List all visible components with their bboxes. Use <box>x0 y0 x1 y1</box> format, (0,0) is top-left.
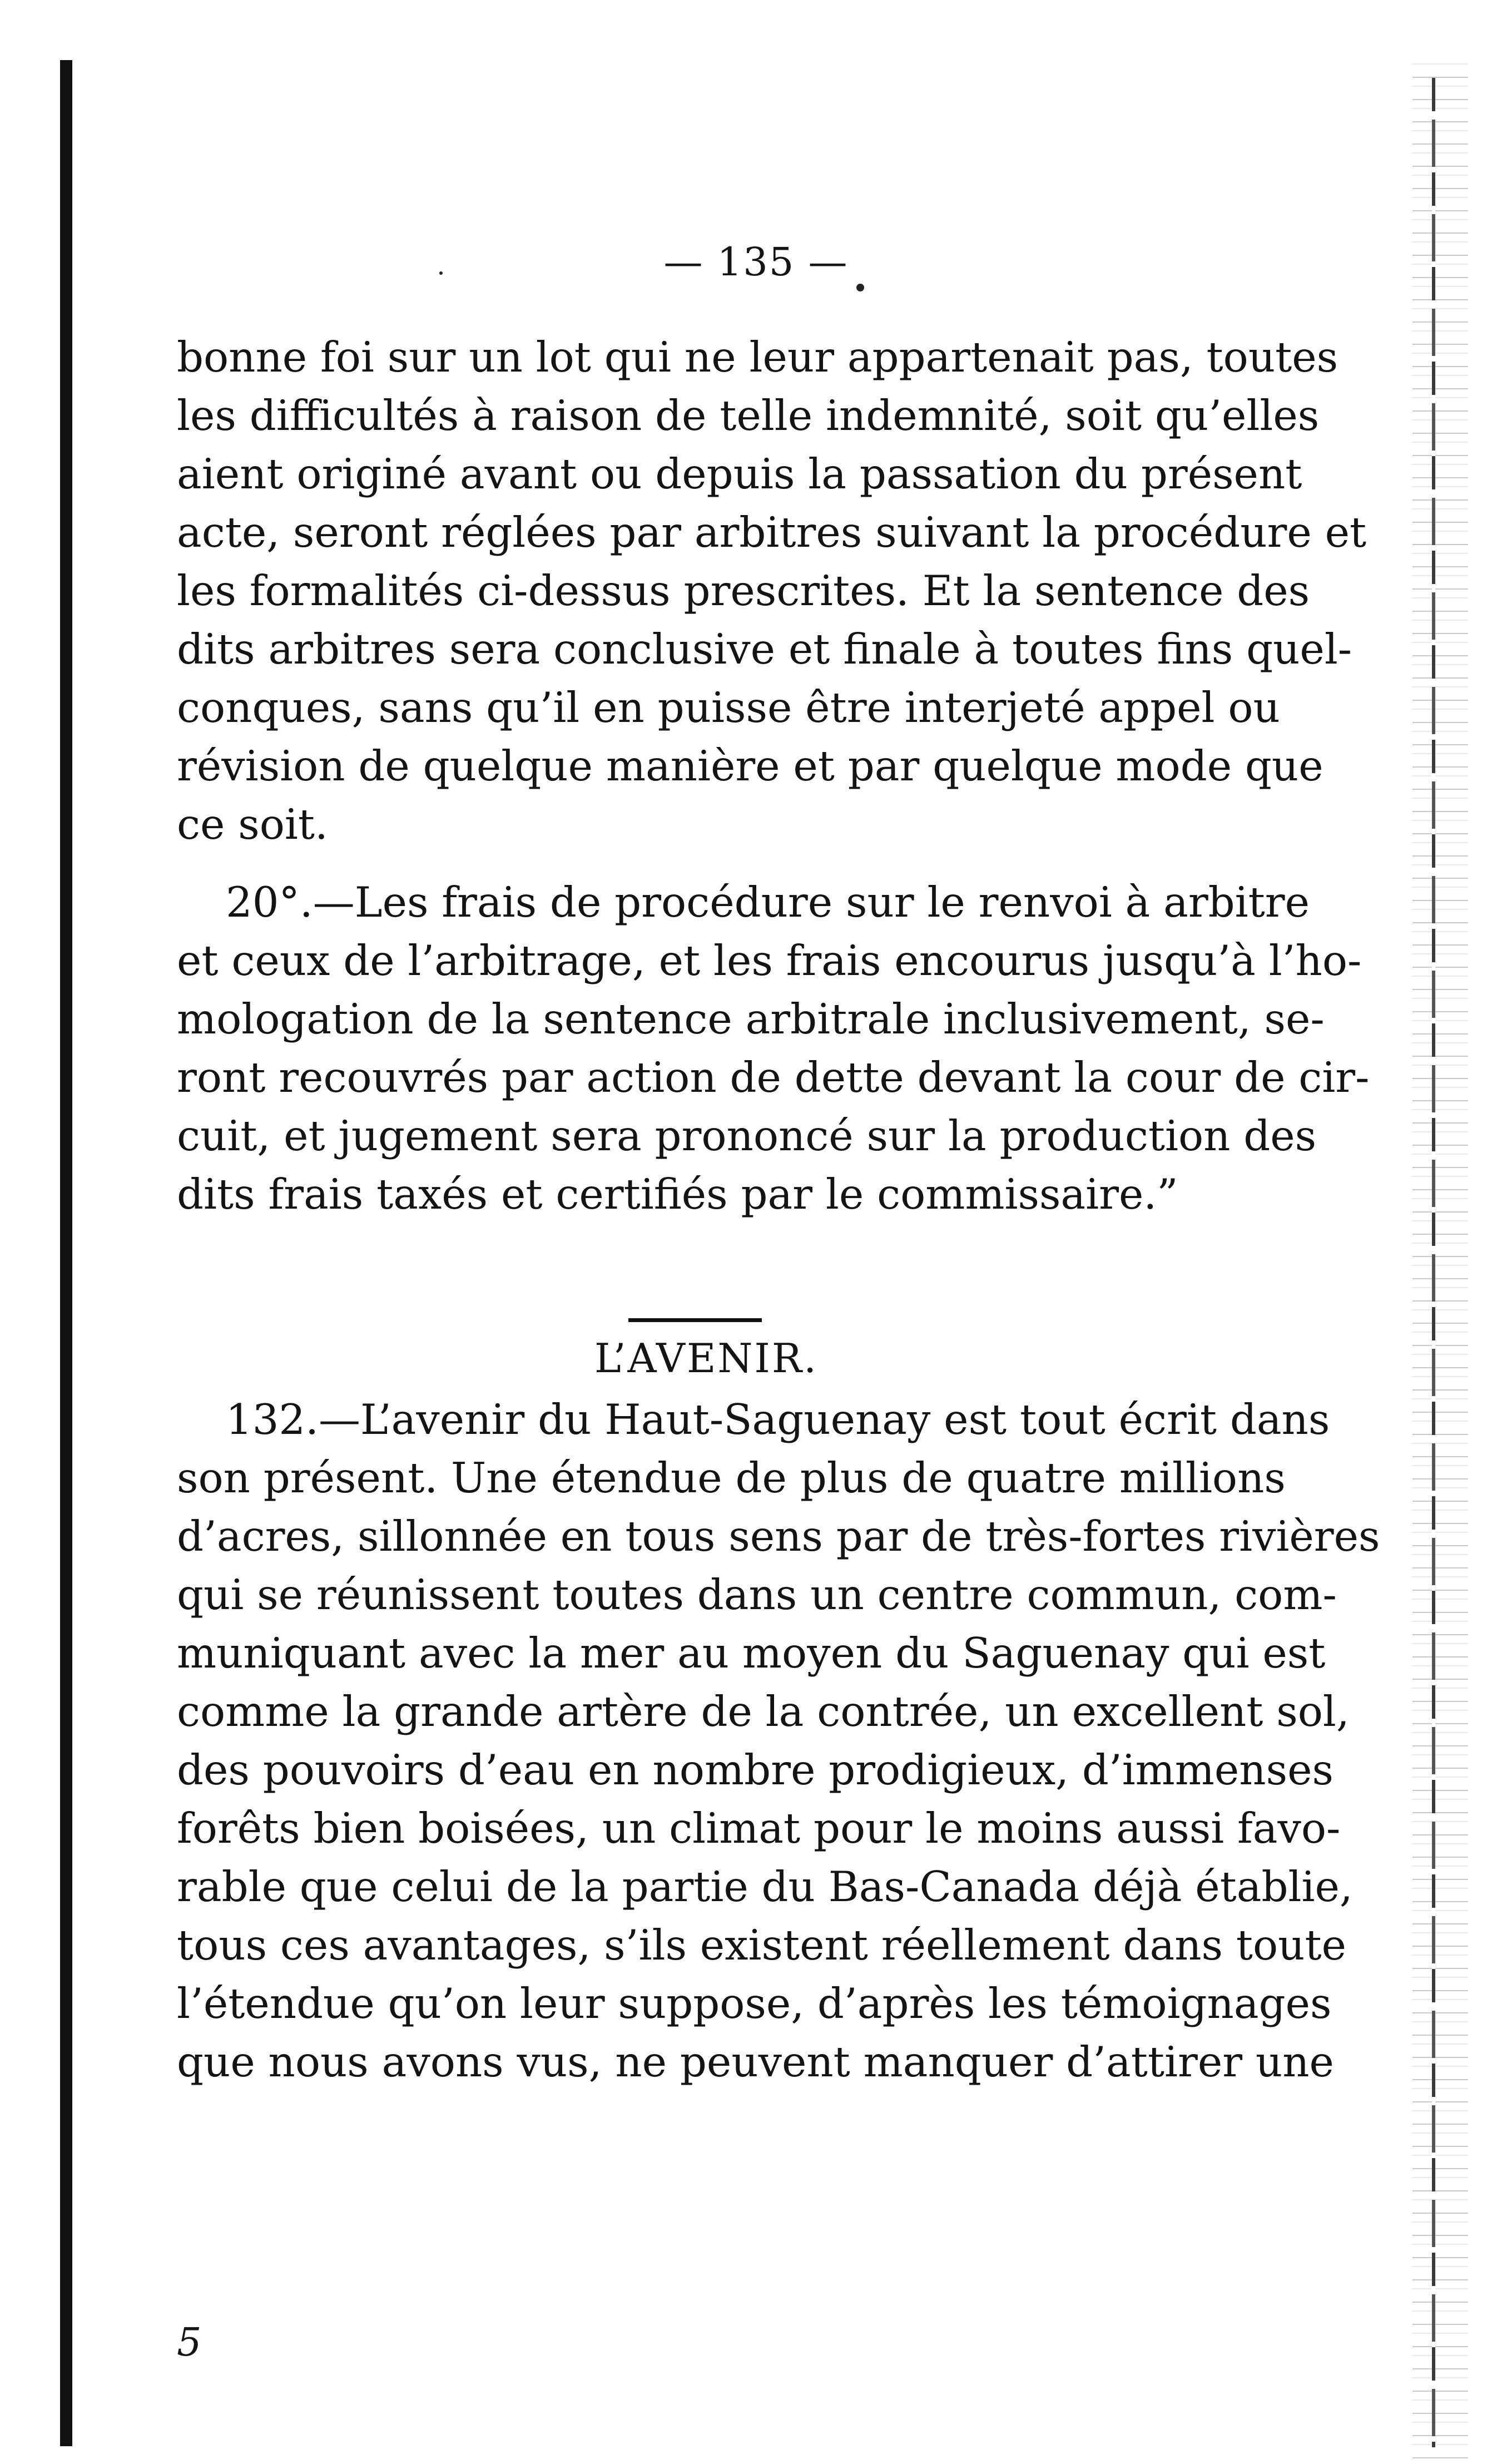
ink-speck <box>856 284 864 291</box>
text-line: ce soit. <box>177 800 328 849</box>
paragraph-continuation <box>177 328 1367 854</box>
section-separator <box>628 1318 762 1322</box>
text-line: que nous avons vus, ne peuvent manquer d’attirer une <box>177 2037 1334 2086</box>
text-line: forêts bien boisées, un climat pour le moins aussi favo- <box>177 1804 1341 1853</box>
text-line: tous ces avantages, s’ils existent réellement dans toute <box>177 1921 1347 1970</box>
page-number: — 135 — <box>663 239 849 285</box>
text-line: et ceux de l’arbitrage, et les frais encourus jusqu’à l’ho- <box>177 936 1362 985</box>
text-line: dits arbitres sera conclusive et finale à toutes fins quel- <box>177 625 1352 674</box>
text-line: conques, sans qu’il en puisse être interjeté appel ou <box>177 683 1280 732</box>
text-line: son présent. Une étendue de plus de quatre millions <box>177 1453 1286 1502</box>
text-line: comme la grande artère de la contrée, un excellent sol, <box>177 1687 1350 1736</box>
text-line: bonne foi sur un lot qui ne leur appartenait pas, toutes <box>177 333 1339 382</box>
text-line: mologation de la sentence arbitrale inclusivement, se- <box>177 994 1325 1043</box>
text-line: l’étendue qu’on leur suppose, d’après les témoignages <box>177 1979 1332 2028</box>
binding-edge-rule <box>60 60 72 2446</box>
page-edge-line <box>1432 78 1435 2447</box>
text-line: acte, seront réglées par arbitres suivant la procédure et <box>177 508 1367 557</box>
text-line: cuit, et jugement sera prononcé sur la production des <box>177 1111 1317 1160</box>
text-line: dits frais taxés et certifiés par le commissaire.” <box>177 1170 1178 1219</box>
section-heading: L’AVENIR. <box>594 1335 818 1382</box>
text-line: aient originé avant ou depuis la passation du présent <box>177 449 1302 498</box>
paragraph-article-20 <box>177 873 1370 1224</box>
text-line: des pouvoirs d’eau en nombre prodigieux, d’immenses <box>177 1745 1333 1794</box>
text-line: les difficultés à raison de telle indemnité, soit qu’elles <box>177 391 1320 440</box>
text-line: muniquant avec la mer au moyen du Saguenay qui est <box>177 1629 1326 1678</box>
ink-speck <box>439 271 443 275</box>
text-line: révision de quelque manière et par quelque mode que <box>177 741 1323 790</box>
text-line: rable que celui de la partie du Bas-Canada déjà établie, <box>177 1862 1353 1911</box>
page-edge-shadow <box>1412 56 1468 2464</box>
text-line: 132.—L’avenir du Haut-Saguenay est tout écrit dans <box>226 1395 1330 1444</box>
text-line: les formalités ci-dessus prescrites. Et la sentence des <box>177 566 1310 615</box>
text-line: 20°.—Les frais de procédure sur le renvoi à arbitre <box>226 878 1310 927</box>
margin-mark: 5 <box>177 2319 202 2365</box>
paragraph-132 <box>177 1391 1380 2091</box>
text-line: ront recouvrés par action de dette devant la cour de cir- <box>177 1053 1370 1102</box>
text-line: qui se réunissent toutes dans un centre commun, com- <box>177 1570 1337 1619</box>
text-line: d’acres, sillonnée en tous sens par de très-fortes rivières <box>177 1512 1380 1561</box>
